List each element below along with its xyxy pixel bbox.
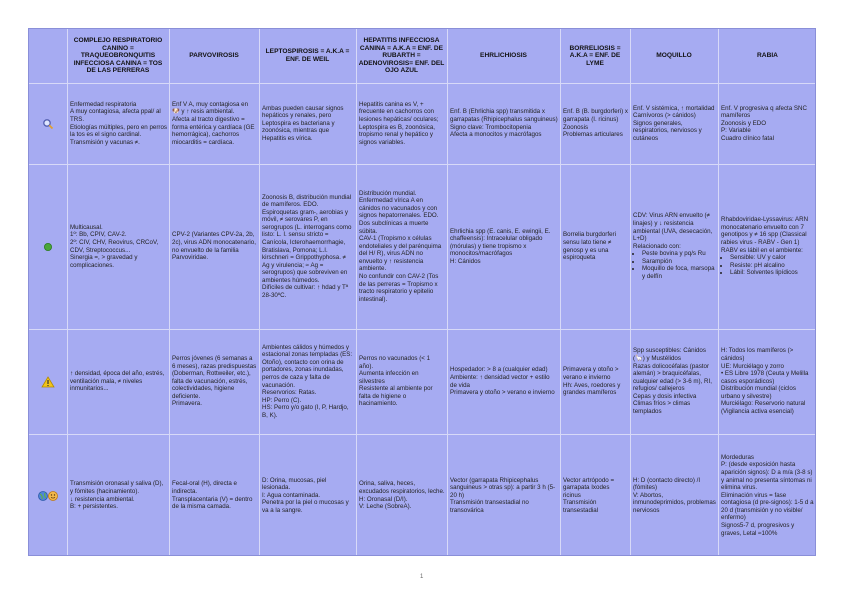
magnifier-icon	[29, 83, 67, 164]
cell-text: Transmisión oronasal y saliva (D), y fómites (hacinamiento). ↓ resistencia ambiental. B: + persistentes.	[70, 480, 164, 511]
cell-text: Orina, saliva, heces, excudados respiratorios, leche. H: Oronasal (D/I). V: Leche (SobreA).	[359, 480, 445, 511]
cell-r4-complejo	[67, 434, 169, 557]
cell-r4-rabia	[718, 434, 817, 557]
header-hepatitis: HEPATITIS INFECCIOSA CANINA = A.K.A = ENF. DE RUBARTH = ADENOVIROSIS= ENF. DEL OJO AZUL	[358, 37, 445, 75]
cell-text: Enf V A, muy contagiosa en 🐶 y ↑ resis ambiental. Afecta al tracto digestivo = forma entérica y cardíaca (GE hemorrágica), cachorros miocarditis = cardíaca.	[172, 100, 255, 146]
cell-r2-complejo	[67, 164, 169, 329]
cell-text: Hepatitis canina es V, + frecuente en cachorros con lesiones hepáticas/ oculares; Leptospira es B, zoonósica, tropismo renal y hepático y signos variables.	[359, 100, 439, 146]
cell-text: Primavera y otoño > verano e invierno Hh: Aves, roedores y grandes mamíferos	[563, 366, 621, 397]
cell-text: Perros no vacunados (< 1 año). Aumenta infección en silvestres Resistente al ambiente por falta de higiene o hacinamiento.	[359, 355, 433, 408]
cell-text: Zoonosis B, distribución mundial de mamíferos. EDO. Espiroquetas gram-, aerobias y móvil, ≠ serovares P, en serogrupos (L. interrogans como listo: L. I. sensu stricto = Canícola, Icterohaemorrhagie, Bratislava, Pomona; L.I. kirschneri = Grippothyphosa. ≠ Ag y virulencia; ≈ Ag = serogrupos) que sobreviven en ambientes húmedos. Difíciles de cultivar: ↑ hdad y Tª 28-30ºC.	[262, 193, 352, 299]
cell-r1-leptospirosis	[259, 83, 356, 164]
cell-r1-moquillo	[630, 83, 718, 164]
moquillo-related-list	[633, 250, 716, 280]
header-moquillo: MOQUILLO	[656, 52, 692, 60]
cell-r4-hepatitis	[356, 434, 447, 557]
cell-r3-parvovirosis	[169, 329, 259, 434]
cell-r4-leptospirosis	[259, 434, 356, 557]
cell-r3-complejo	[67, 329, 169, 434]
list-item: • Peste bovina y pq/s Ru	[642, 250, 716, 258]
list-item: • Moquillo de foca, marsopa y delfín	[642, 265, 716, 280]
cell-r2-parvovirosis	[169, 164, 259, 329]
cell-r1-complejo	[67, 83, 169, 164]
cell-text: H: D (contacto directo) /I (fómites) V: Abortos, inmunodeprimidos, problemas nerviosos	[633, 476, 716, 514]
cell-text: CDV: Virus ARN envuelto (≠ linajes) y ↓ resistencia ambiental (UVA, desecación, L+D) Relacionado con:	[633, 212, 713, 250]
cell-text: ↑ densidad, época del año, estrés, ventilación mala, ≠ niveles inmunitarios...	[70, 370, 165, 393]
cell-r2-moquillo	[630, 164, 718, 329]
cell-r2-hepatitis	[356, 164, 447, 329]
cell-text: Rhabdoviridae-Lyssavirus: ARN monocatenario envuelto con 7 genotipos y ≠ 16 spp (Classical rabies virus - RABV - Gen 1) RABV es lábil en el ambiente:	[721, 216, 809, 254]
cell-r1-parvovirosis	[169, 83, 259, 164]
list-item: • Sarampión	[642, 258, 716, 266]
header-rabia: RABIA	[757, 52, 778, 60]
cell-text: Enf. V sistémica, ↑ mortalidad Carnívoros (> cánidos) Signos generales, respiratorios, nerviosos y cutáneos	[633, 104, 715, 142]
cell-text: CPV-2 (Variantes CPV-2a, 2b, 2c), virus ADN monocatenario, no envuelto de la familia Parvoviridae.	[172, 231, 256, 262]
green-dot-icon	[29, 164, 67, 329]
cell-text: Perros jóvenes (6 semanas a 6 meses), razas predispuestas (Doberman, Rottweiler, etc.), falta de vacunación, estrés, colectividades, higiene deficiente. Primavera.	[172, 355, 257, 408]
cell-r3-hepatitis	[356, 329, 447, 434]
cell-r4-borreliosis	[560, 434, 630, 557]
header-leptospirosis: LEPTOSPIROSIS = A.K.A = ENF. DE WEIL	[265, 48, 350, 63]
cell-r1-ehrlichiosis	[447, 83, 560, 164]
list-item: • Lábil: Solventes lipídicos	[730, 269, 815, 277]
cell-r1-borreliosis	[560, 83, 630, 164]
cell-text: Enf. B (Ehrlichia spp) transmitida x garrapatas (Rhipicephalus sanguineus) Signo clave: Trombocitopenia Afecta a monocitos y macrófagos	[450, 108, 558, 139]
cell-text: Enf. V progresiva q afecta SNC mamíferos Zoonosis y EDO P: Variable Cuadro clínico fatal	[721, 104, 807, 142]
cell-text: Multicausal. 1º: Bb, CPIV, CAV-2. 2º: CIV, CHV, Reovirus, CRCoV, CDV, Streptococcus... Sinergia =, > gravedad y complicaciones.	[70, 223, 159, 269]
cell-r3-borreliosis	[560, 329, 630, 434]
cell-r3-rabia	[718, 329, 817, 434]
header-borreliosis: BORRELIOSIS = A.K.A = ENF. DE LYME	[569, 44, 621, 67]
cell-text: Ambas pueden causar signos hepáticos y renales, pero Leptospira es bacteriana y zoonósica, mientras que Hepatitis es vírica.	[262, 104, 344, 142]
globe-icon	[29, 434, 67, 557]
cell-text: Fecal-oral (H), directa e indirecta. Transplacentaria (V) = dentro de la misma camada.	[172, 480, 253, 511]
cell-r4-ehrlichiosis	[447, 434, 560, 557]
rabia-environment-list	[721, 254, 815, 277]
cell-r2-rabia	[718, 164, 817, 329]
page-number: 1	[420, 574, 424, 580]
cell-text: Mordeduras P: (desde exposición hasta aparición signos): D a m/a (3-8 s) y animal no presenta síntomas ni elimina virus. Eliminación virus = fase contagiosa (d pre-signos): 1-5 d a 20 d (transmisión y no visible/ enfermo) Signos5-7 d, progresivos y graves, Letal ≈100%	[721, 453, 814, 537]
header-complejo-respiratorio: COMPLEJO RESPIRATORIO CANINO = TRAQUEOBRONQUITIS INFECCIOSA CANINA = TOS DE LAS PERRERAS	[73, 37, 163, 75]
cell-text: Vector artrópodo = garrapata Ixodes ricinus Transmisión transestadial	[563, 476, 615, 514]
cell-r3-ehrlichiosis	[447, 329, 560, 434]
cell-text: Vector (garrapata Rhipicephalus sanguineus > otras sp): a partir 3 h (5-20 h) Transmisión transestadial no transovárica	[450, 476, 556, 514]
cell-text: Enf. B (B. burgdorferi) x garrapata (I. ricinus) Zoonosis Problemas articulares	[563, 108, 628, 139]
cell-r2-ehrlichiosis	[447, 164, 560, 329]
cell-text: Hospedador: > 8 a (cualquier edad) Ambiente: ↑ densidad vector + estilo de vida Primavera y otoño > verano e invierno	[450, 366, 555, 397]
cell-r3-moquillo	[630, 329, 718, 434]
header-parvovirosis: PARVOVIROSIS	[189, 52, 239, 60]
disease-table	[28, 28, 816, 556]
warning-icon	[29, 329, 67, 434]
cell-r2-leptospirosis	[259, 164, 356, 329]
cell-r4-parvovirosis	[169, 434, 259, 557]
cell-text: Ambientes cálidos y húmedos y estacional zonas templadas (ES: Otoño), contacto con orina de portadores, zonas inundadas, perros de caza y falta de vacunación. Reservorios: Ratas. HP: Perro (C). HS: Perro y/o gato (I, P, Hardjo, B, K).	[262, 343, 353, 419]
cell-text: Distribución mundial. Enfermedad vírica A en cánidos no vacunados y con signos hepatorrenales. EDO. Dos subclínicas a muerte súbita. CAV-1 (Tropismo x células endoteliales y del parénquima del H/ R), virus ADN no envuelto y ↑ resistencia ambiente. No confundir con CAV-2 (Tos de las perreras = Tropismo x tracto respiratorio y epitelio intestinal).	[359, 189, 442, 303]
cell-text: D: Orina, mucosas, piel lesionada. I: Agua contaminada. Penetra por la piel o mucosas y va a la sangre.	[262, 476, 349, 514]
cell-r4-moquillo	[630, 434, 718, 557]
cell-text: Spp susceptibles: Cánidos (🦙) y Mustélidos Razas dolicocéfalas (pastor alemán) > braquicéfalas, cualquier edad (> 3-6 m), RI, refugios/ callejeros Cepas y dosis infectiva Climas fríos > climas templados	[633, 347, 712, 415]
cell-text: H: Todos los mamíferos (> cánidos) UE: Murciélago y zorro • ES Libre 1978 (Ceuta y Melilla casos esporádicos) Distribución mundial (ciclos urbano y silvestre) Murciélago: Reservorio natural (Vigilancia activa esencial)	[721, 347, 809, 415]
header-ehrlichiosis: EHRLICHIOSIS	[480, 52, 527, 60]
cell-r1-rabia	[718, 83, 817, 164]
list-item: • Resiste: pH alcalino	[730, 262, 815, 270]
cell-text: Enfermedad respiratoria A muy contagiosa, afecta ppal/ al TRS. Etiologías múltiples, pero en perros la tos es el signo cardinal. Transmisión y vacunas ≠.	[70, 100, 167, 146]
cell-text: Ehrlichia spp (E. canis, E. ewingii, E. chaffeensis): Intracelular obligado (mórulas) y tiene tropismo x monocitos/macrófagos H: Cánidos	[450, 227, 551, 265]
cell-text: Borrelia burgdorferi sensu lato tiene ≠ genosp y es una espiroqueta	[563, 231, 616, 262]
cell-r1-hepatitis	[356, 83, 447, 164]
list-item: • Sensible: UV y calor	[730, 254, 815, 262]
cell-r3-leptospirosis	[259, 329, 356, 434]
cell-r2-borreliosis	[560, 164, 630, 329]
